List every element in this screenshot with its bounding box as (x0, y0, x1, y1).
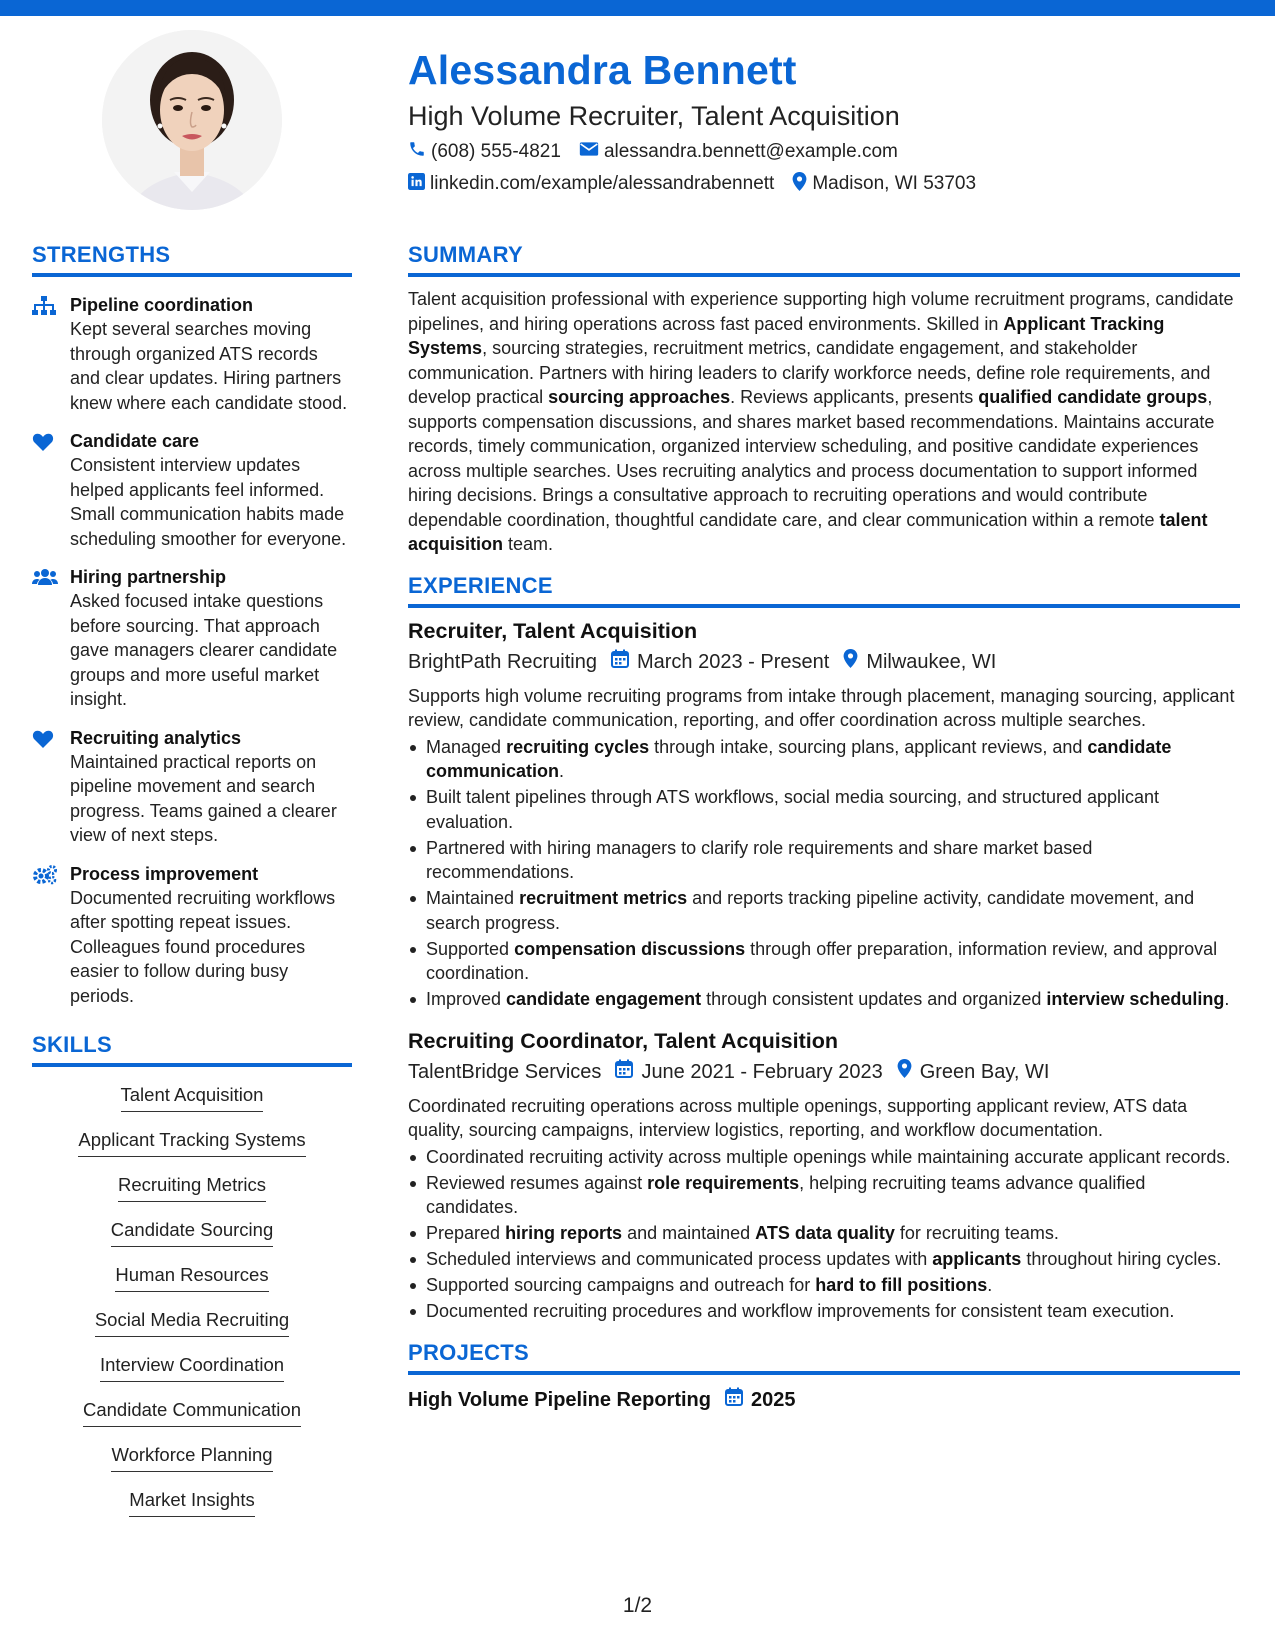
skill-item (32, 1128, 352, 1173)
bullet-item: Improved candidate engagement through consistent updates and organized interview scheduling. (408, 987, 1240, 1012)
strength-text: Documented recruiting workflows after spotting repeat issues. Colleagues found procedures easier to follow during busy periods. (70, 887, 336, 1006)
location-contact (792, 172, 976, 197)
job-location-text: Green Bay, WI (919, 1060, 1050, 1083)
left-column (32, 240, 352, 1533)
resume-header (408, 42, 1238, 200)
bullet-item: Documented recruiting procedures and workflow improvements for consistent team execution. (408, 1299, 1240, 1324)
strength-title: Recruiting analytics (70, 727, 242, 748)
bullet-item: Managed recruiting cycles through intake, sourcing plans, applicant reviews, and candidate communication. (408, 735, 1240, 784)
job-entry (408, 616, 1240, 1012)
heart-icon (32, 429, 70, 551)
project-year: 2025 (750, 1388, 796, 1411)
email-contact (579, 141, 898, 163)
candidate-title: High Volume Recruiter, Talent Acquisition (408, 101, 900, 131)
users-icon (32, 565, 70, 712)
job-dates-text: June 2021 - February 2023 (641, 1060, 883, 1083)
calendar-icon (711, 1385, 751, 1415)
strengths-heading: STRENGTHS (32, 240, 352, 277)
experience-heading: EXPERIENCE (408, 571, 1240, 608)
heart-icon (32, 726, 70, 848)
project-title: High Volume Pipeline Reporting (408, 1388, 711, 1411)
linkedin-text[interactable]: linkedin.com/example/alessandrabennett (430, 173, 775, 194)
job-description: Coordinated recruiting operations across multiple openings, supporting applicant review, ATS data quality, sourcing campaigns, interview logistics, reporting, and workflow documentation. (408, 1095, 1188, 1140)
candidate-name: Alessandra Bennett (408, 47, 797, 93)
strength-title: Hiring partnership (70, 567, 227, 587)
strength-text: Kept several searches moving through organized ATS records and clear updates. Hiring partners knew where each candidate stood. (70, 319, 348, 413)
skills-list (32, 1083, 352, 1533)
job-bullets (408, 735, 1240, 1012)
skill-label: Candidate Communication (83, 1398, 301, 1427)
top-accent-bar (0, 0, 1275, 16)
job-bullets (408, 1145, 1240, 1324)
skill-item (32, 1218, 352, 1263)
strength-title: Process improvement (70, 863, 259, 884)
job-title: Recruiter, Talent Acquisition (408, 618, 698, 643)
calendar-icon (611, 646, 637, 678)
map-pin-icon (897, 1056, 920, 1088)
bullet-item: Prepared hiring reports and maintained ATS data quality for recruiting teams. (408, 1221, 1240, 1246)
phone-contact (408, 140, 561, 164)
page-number: 1/2 (622, 1594, 653, 1617)
job-entry (408, 1026, 1240, 1324)
job-location (843, 646, 996, 678)
projects-heading: PROJECTS (408, 1338, 1240, 1375)
skill-item (32, 1083, 352, 1128)
strength-item (32, 862, 352, 1009)
skill-item (32, 1173, 352, 1218)
skill-label: Workforce Planning (111, 1443, 272, 1472)
gears-icon (32, 862, 70, 1009)
skill-label: Recruiting Metrics (118, 1173, 266, 1202)
strength-title: Pipeline coordination (70, 295, 254, 315)
skill-item (32, 1398, 352, 1443)
phone-icon (408, 140, 431, 164)
email-text[interactable]: alessandra.bennett@example.com (603, 141, 898, 162)
sitemap-icon (32, 293, 70, 415)
skill-label: Applicant Tracking Systems (78, 1128, 305, 1157)
strength-item (32, 429, 352, 551)
bullet-item: Supported sourcing campaigns and outreach for hard to fill positions. (408, 1273, 1240, 1298)
strength-text: Consistent interview updates helped applicants feel informed. Small communication habits made scheduling smoother for everyone. (70, 455, 347, 549)
envelope-icon (579, 141, 604, 163)
job-dates (615, 1056, 882, 1088)
bullet-item: Reviewed resumes against role requirements, helping recruiting teams advance qualified candidates. (408, 1171, 1240, 1220)
contact-row-1 (408, 136, 1238, 168)
calendar-icon (615, 1056, 641, 1088)
phone-text[interactable]: (608) 555-4821 (431, 141, 561, 162)
bullet-item: Maintained recruitment metrics and reports tracking pipeline activity, candidate movement, and search progress. (408, 886, 1240, 935)
skill-item (32, 1488, 352, 1533)
map-pin-icon (843, 646, 866, 678)
skill-item (32, 1443, 352, 1488)
skills-heading: SKILLS (32, 1030, 352, 1067)
strength-text: Asked focused intake questions before sourcing. That approach gave managers clearer candidate groups and more useful market insight. (70, 591, 338, 709)
strength-title: Candidate care (70, 431, 200, 451)
bullet-item: Coordinated recruiting activity across multiple openings while maintaining accurate applicant records. (408, 1145, 1240, 1170)
skill-item (32, 1353, 352, 1398)
strength-item (32, 726, 352, 848)
bullet-item: Partnered with hiring managers to clarify role requirements and share market based recommendations. (408, 836, 1240, 885)
linkedin-contact (408, 173, 774, 196)
skill-label: Candidate Sourcing (111, 1218, 274, 1247)
linkedin-icon (408, 173, 430, 196)
skill-label: Human Resources (115, 1263, 268, 1292)
skill-label: Talent Acquisition (121, 1083, 264, 1112)
company-name: BrightPath Recruiting (408, 650, 597, 673)
job-dates-text: March 2023 - Present (636, 650, 830, 673)
strength-item (32, 293, 352, 415)
job-location (897, 1056, 1050, 1088)
right-column (408, 240, 1240, 1415)
summary-heading: SUMMARY (408, 240, 1240, 277)
contact-row-2 (408, 168, 1238, 200)
strength-item (32, 565, 352, 712)
strength-text: Maintained practical reports on pipeline movement and search progress. Teams gained a clearer view of next steps. (70, 751, 337, 845)
bullet-item: Built talent pipelines through ATS workflows, social media sourcing, and structured applicant evaluation. (408, 785, 1240, 834)
skill-label: Social Media Recruiting (95, 1308, 289, 1337)
skill-item (32, 1308, 352, 1353)
map-pin-icon (792, 172, 812, 197)
profile-photo (102, 30, 282, 210)
job-description: Supports high volume recruiting programs from intake through placement, managing sourcing, applicant review, candidate communication, reporting, and offer coordination across multiple searches. (408, 685, 1235, 730)
job-meta (408, 646, 1240, 678)
company-name: TalentBridge Services (408, 1060, 602, 1083)
skill-label: Interview Coordination (100, 1353, 284, 1382)
bullet-item: Scheduled interviews and communicated process updates with applicants throughout hiring cycles. (408, 1247, 1240, 1272)
job-location-text: Milwaukee, WI (866, 650, 997, 673)
job-dates (611, 646, 829, 678)
skill-item (32, 1263, 352, 1308)
bullet-item: Supported compensation discussions through offer preparation, information review, and approval coordination. (408, 937, 1240, 986)
project-item (408, 1385, 1240, 1415)
job-title: Recruiting Coordinator, Talent Acquisition (408, 1028, 839, 1053)
skill-label: Market Insights (129, 1488, 254, 1517)
summary-text: Talent acquisition professional with experience supporting high volume recruitment programs, candidate pipelines, and hiring operations across fast paced environments. Skilled in Applicant Tracking Systems, sourcing strategies, recruitment metrics, candidate engagement, and stakeholder communication. Partners with hiring leaders to clarify workforce needs, define role requirements, and develop practical sourcing approaches. Reviews applicants, presents qualified candidate groups, supports compensation discussions, and shares market based recommendations. Maintains accurate records, timely communication, organized interview scheduling, and positive candidate experiences across multiple searches. Uses recruiting analytics and process documentation to support informed hiring decisions. Brings a consultative approach to recruiting operations and would contribute dependable coordination, thoughtful candidate care, and clear communication within a remote talent acquisition team. (408, 289, 1234, 554)
location-text: Madison, WI 53703 (812, 173, 977, 194)
job-meta (408, 1056, 1240, 1088)
